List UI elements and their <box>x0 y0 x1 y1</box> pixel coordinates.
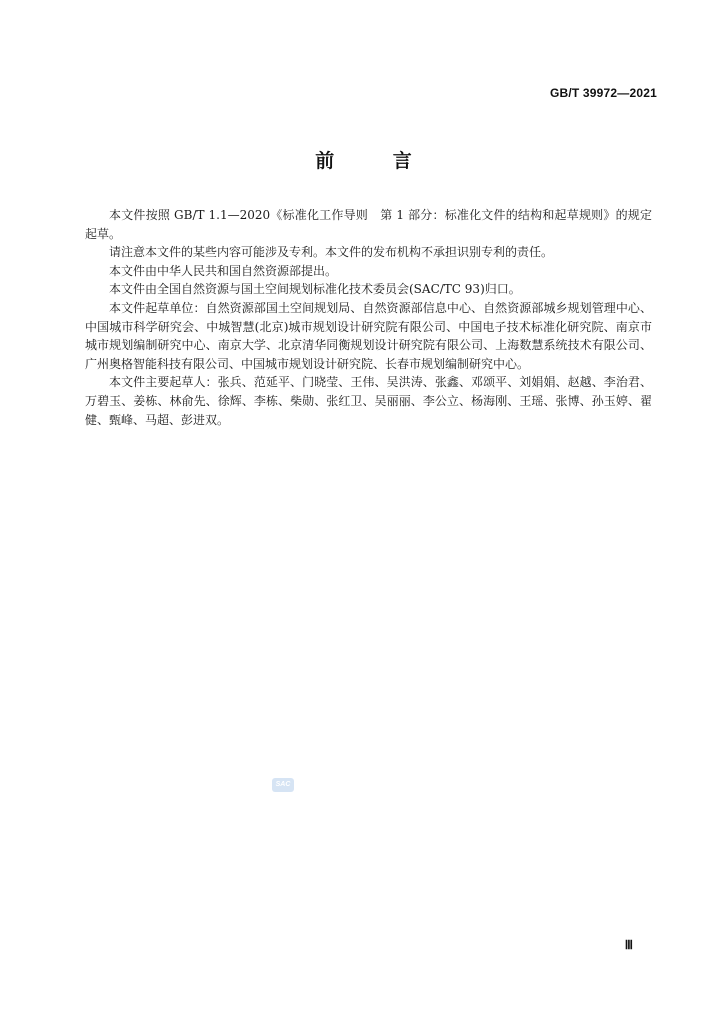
paragraph-drafting-units: 本文件起草单位：自然资源部国土空间规划局、自然资源部信息中心、自然资源部城乡规划管理中心、中国城市科学研究会、中城智慧(北京)城市规划设计研究院有限公司、中国电子技术标准化研究院、南京市城市规划编制研究中心、南京大学、北京清华同衡规划设计研究院有限公司、上海数慧系统技术有限公司、广州奥格智能科技有限公司、中国城市规划设计研究院、长春市规划编制研究中心。 <box>85 300 652 371</box>
paragraph-committee: 本文件由全国自然资源与国土空间规划标准化技术委员会(SAC/TC 93)归口。 <box>109 282 521 297</box>
section-title: 前 言 <box>315 150 438 172</box>
paragraph-drafting-rules: 本文件按照 GB/T 1.1—2020《标准化工作导则 第 1 部分：标准化文件的结构和起草规则》的规定起草。 <box>85 208 652 241</box>
standard-code: GB/T 39972—2021 <box>549 86 657 100</box>
sac-watermark-logo: SAC <box>272 778 294 792</box>
paragraph-proposer: 本文件由中华人民共和国自然资源部提出。 <box>109 263 338 278</box>
paragraph-drafters: 本文件主要起草人：张兵、范延平、门晓莹、王伟、吴洪涛、张鑫、邓颂平、刘娟娟、赵越、李治君、万碧玉、姜栋、林俞先、徐辉、李栋、柴勋、张红卫、吴丽丽、李公立、杨海刚、王瑶、张博、孙玉婷、翟健、甄峰、马超、彭进双。 <box>85 375 652 427</box>
page-number: Ⅲ <box>624 938 633 952</box>
foreword-body <box>85 206 652 429</box>
paragraph-patent-notice: 请注意本文件的某些内容可能涉及专利。本文件的发布机构不承担识别专利的责任。 <box>109 245 554 260</box>
